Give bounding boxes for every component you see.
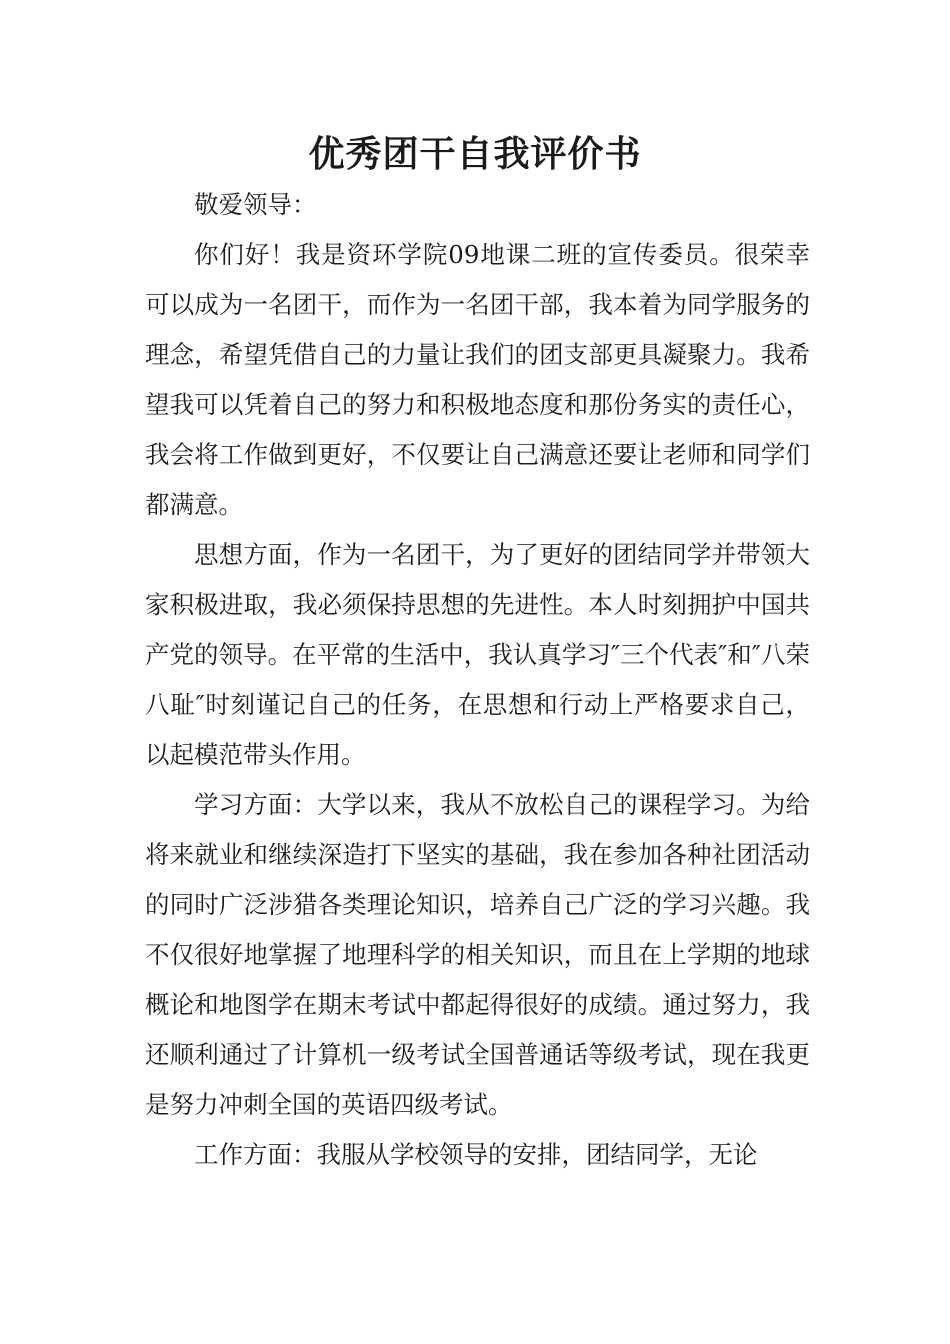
paragraph-study: 学习方面：大学以来，我从不放松自己的课程学习。为给将来就业和继续深造打下坚实的基础，我在参加各种社团活动的同时广泛涉猎各类理论知识，培养自己广泛的学习兴趣。我不仅很好地掌握了地理科学的相关知识，而且在上学期的地球概论和地图学在期末考试中都起得很好的成绩。通过努力，我还顺利通过了计算机一级考试全国普通话等级考试，现在我更是努力冲刺全国的英语四级考试。 (145, 790, 810, 1119)
document-title: 优秀团干自我评价书 (308, 133, 642, 175)
salutation: 敬爱领导： (194, 190, 317, 219)
paragraph-introduction: 你们好！我是资环学院09地课二班的宣传委员。很荣幸可以成为一名团干，而作为一名团干部，我本着为同学服务的理念，希望凭借自己的力量让我们的团支部更具凝聚力。我希望我可以凭着自己的努力和积极地态度和那份务实的责任心，我会将工作做到更好，不仅要让自己满意还要让老师和同学们都满意。 (145, 240, 810, 519)
paragraph-work: 工作方面：我服从学校领导的安排，团结同学，无论 (194, 1140, 758, 1169)
paragraph-thought: 思想方面，作为一名团干，为了更好的团结同学并带领大家积极进取，我必须保持思想的先进性。本人时刻拥护中国共产党的领导。在平常的生活中，我认真学习″三个代表″和″八荣八耻″时刻谨记自己的任务，在思想和行动上严格要求自己，以起模范带头作用。 (145, 540, 810, 769)
document-body (145, 180, 810, 1180)
